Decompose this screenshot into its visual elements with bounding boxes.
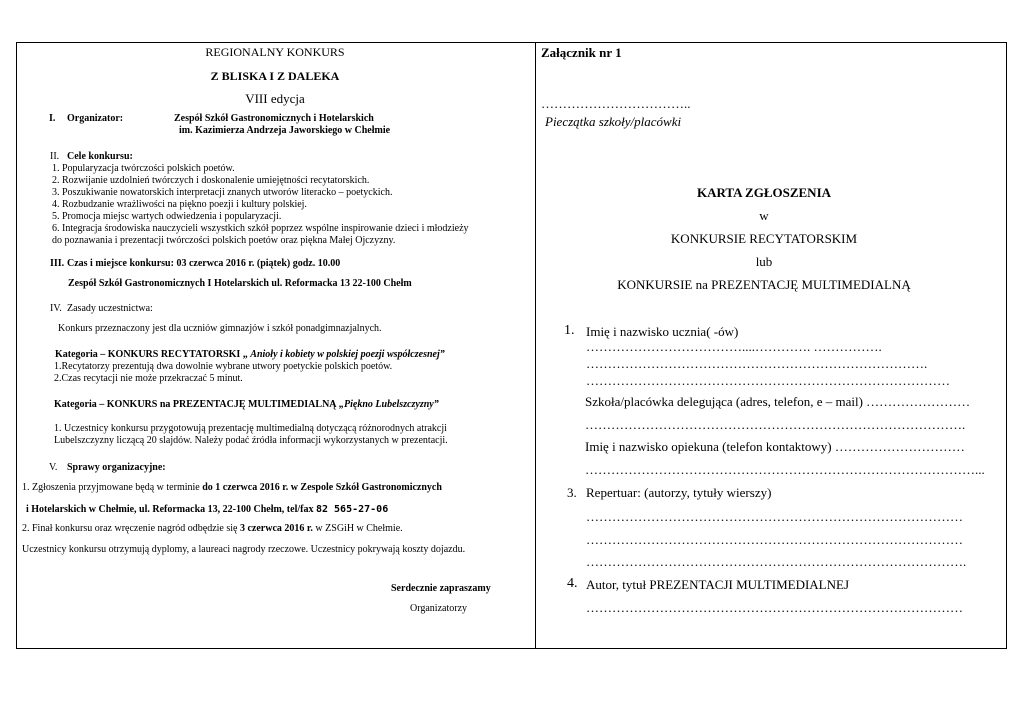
category-recitation-prefix: Kategoria – KONKURS RECYTATORSKI „ bbox=[55, 349, 251, 360]
form-lub: lub bbox=[755, 254, 773, 269]
section-ii-number: II. bbox=[50, 151, 60, 162]
registration-line-start: 1. Zgłoszenia przyjmowane będą w terminie bbox=[22, 482, 203, 493]
final-line bbox=[22, 524, 403, 534]
section-v-number: V. bbox=[49, 462, 58, 473]
repertoire-field[interactable]: …………………………………………………………………………… bbox=[586, 509, 963, 524]
final-date: 3 czerwca 2016 r. bbox=[239, 523, 313, 534]
category-recitation-title: Anioły i kobiety w polskiej poezji współczesnej” bbox=[250, 349, 445, 360]
repertoire-label: Repertuar: (autorzy, tytuły wierszy) bbox=[586, 485, 772, 500]
section-iv-number: IV. bbox=[50, 303, 62, 314]
category-recitation-heading bbox=[55, 350, 445, 360]
section-i-number: I. bbox=[49, 113, 56, 124]
goal-item: do poznawania i prezentacji twórczości polskich poetów oraz piękna Małej Ojczyzny. bbox=[52, 235, 396, 246]
field-3-number: 3. bbox=[567, 485, 577, 500]
eligibility-text: Konkurs przeznaczony jest dla uczniów gimnazjów i szkół ponadgimnazjalnych. bbox=[58, 323, 382, 334]
goal-item: 6. Integracja środowiska nauczycieli wszystkich szkół poprzez wspólne inspirowanie dzieci i młodzieży bbox=[52, 223, 469, 234]
organizer-name-line1: Zespół Szkół Gastronomicznych i Hotelarskich bbox=[174, 113, 374, 124]
edition-label: VIII edycja bbox=[245, 91, 305, 106]
teacher-label[interactable]: Imię i nazwisko opiekuna (telefon kontaktowy) ………………………… bbox=[585, 439, 965, 454]
prizes-line: Uczestnicy konkursu otrzymują dyplomy, a laureaci nagrody rzeczowe. Uczestnicy pokrywają koszty dojazdu. bbox=[22, 544, 466, 555]
multimedia-rule: Lubelszczyzny liczącą 20 slajdów. Należy podać źródła informacji wykorzystanych w prezentacji. bbox=[54, 435, 448, 446]
form-contest-multimedia: KONKURSIE na PREZENTACJĘ MULTIMEDIALNĄ bbox=[617, 277, 911, 292]
student-name-label: Imię i nazwisko ucznia( -ów) bbox=[586, 324, 739, 339]
category-multimedia-heading bbox=[54, 400, 439, 410]
repertoire-field[interactable]: ……………………………………………………………………………. bbox=[586, 554, 967, 569]
goal-item: 2. Rozwijanie uzdolnień twórczych i doskonalenie umiejętności recytatorskich. bbox=[52, 175, 370, 186]
organizer-name-line2: im. Kazimierza Andrzeja Jaworskiego w Chełmie bbox=[179, 125, 391, 136]
field-1-number: 1. bbox=[564, 323, 575, 338]
stamp-dots: …………………………….. bbox=[541, 96, 691, 111]
venue-address: Zespół Szkół Gastronomicznych I Hotelarskich ul. Reformacka 13 22-100 Chełm bbox=[68, 278, 412, 289]
contest-title-line1: REGIONALNY KONKURS bbox=[205, 45, 345, 59]
recitation-rule: 2.Czas recytacji nie może przekraczać 5 minut. bbox=[54, 373, 243, 384]
time-place-line: Czas i miejsce konkursu: 03 czerwca 2016 r. (piątek) godz. 10.00 bbox=[67, 258, 341, 269]
goal-item: 1. Popularyzacja twórczości polskich poetów. bbox=[52, 163, 235, 174]
repertoire-field[interactable]: …………………………………………………………………………… bbox=[586, 532, 963, 547]
recitation-rule: 1.Recytatorzy prezentują dwa dowolnie wybrane utwory poetyckie polskich poetów. bbox=[54, 361, 393, 372]
registration-address bbox=[26, 505, 388, 515]
phone-number: 82 565-27-06 bbox=[315, 504, 389, 515]
registration-deadline: do 1 czerwca 2016 r. w Zespole Szkół Gastronomicznych bbox=[202, 482, 442, 493]
rules-label: Zasady uczestnictwa: bbox=[67, 303, 153, 314]
registration-address-text: i Hotelarskich w Chełmie, ul. Reformacka 13, 22-100 Chełm, tel/fax bbox=[26, 504, 316, 515]
presentation-field[interactable]: …………………………………………………………………………… bbox=[586, 600, 963, 615]
final-line-start: 2. Finał konkursu oraz wręczenie nagród odbędzie się bbox=[22, 523, 240, 534]
organizer-label: Organizator: bbox=[67, 113, 124, 124]
attachment-label: Załącznik nr 1 bbox=[541, 45, 622, 60]
student-name-field[interactable]: ……………………………………………………………………. bbox=[586, 356, 928, 371]
goal-item: 3. Poszukiwanie nowatorskich interpretacji znanych utworów literacko – poetyckich. bbox=[52, 187, 393, 198]
teacher-field[interactable]: ………………………………………………………………………………... bbox=[585, 462, 985, 477]
school-field[interactable]: ……………………………………………………………………………. bbox=[585, 417, 966, 432]
goal-item: 5. Promocja miejsc wartych odwiedzenia i popularyzacji. bbox=[52, 211, 282, 222]
column-divider bbox=[535, 42, 536, 649]
stamp-label: Pieczątka szkoły/placówki bbox=[545, 114, 682, 129]
registration-line bbox=[22, 483, 442, 493]
goal-item: 4. Rozbudzanie wrażliwości na piękno poezji i kultury polskiej. bbox=[52, 199, 307, 210]
multimedia-rule: 1. Uczestnicy konkursu przygotowują prezentację multimedialną dotyczącą różnorodnych atrakcji bbox=[54, 423, 447, 434]
form-contest-recitation: KONKURSIE RECYTATORSKIM bbox=[670, 231, 858, 246]
section-iii-number: III. bbox=[50, 258, 65, 269]
organizational-label: Sprawy organizacyjne: bbox=[67, 462, 166, 473]
category-multimedia-title: „Piękno Lubelszczyzny” bbox=[339, 399, 439, 410]
student-name-field[interactable]: ………………………………....…………. ……………. bbox=[586, 339, 882, 354]
form-title: KARTA ZGŁOSZENIA bbox=[696, 185, 832, 200]
field-4-number: 4. bbox=[567, 576, 578, 591]
organizers-signature: Organizatorzy bbox=[410, 603, 468, 614]
goals-label: Cele konkursu: bbox=[67, 151, 133, 162]
form-w: w bbox=[759, 208, 769, 223]
category-multimedia-prefix: Kategoria – KONKURS na PREZENTACJĘ MULTIMEDIALNĄ bbox=[54, 399, 340, 410]
contest-title-line2: Z BLISKA I Z DALEKA bbox=[210, 69, 340, 83]
school-label[interactable]: Szkoła/placówka delegująca (adres, telefon, e – mail) …………………… bbox=[585, 394, 971, 409]
final-line-end: w ZSGiH w Chełmie. bbox=[312, 523, 403, 534]
invitation-text: Serdecznie zapraszamy bbox=[391, 583, 491, 594]
presentation-label: Autor, tytuł PREZENTACJI MULTIMEDIALNEJ bbox=[586, 577, 850, 592]
student-name-field[interactable]: ………………………………………………………………………… bbox=[586, 373, 950, 388]
